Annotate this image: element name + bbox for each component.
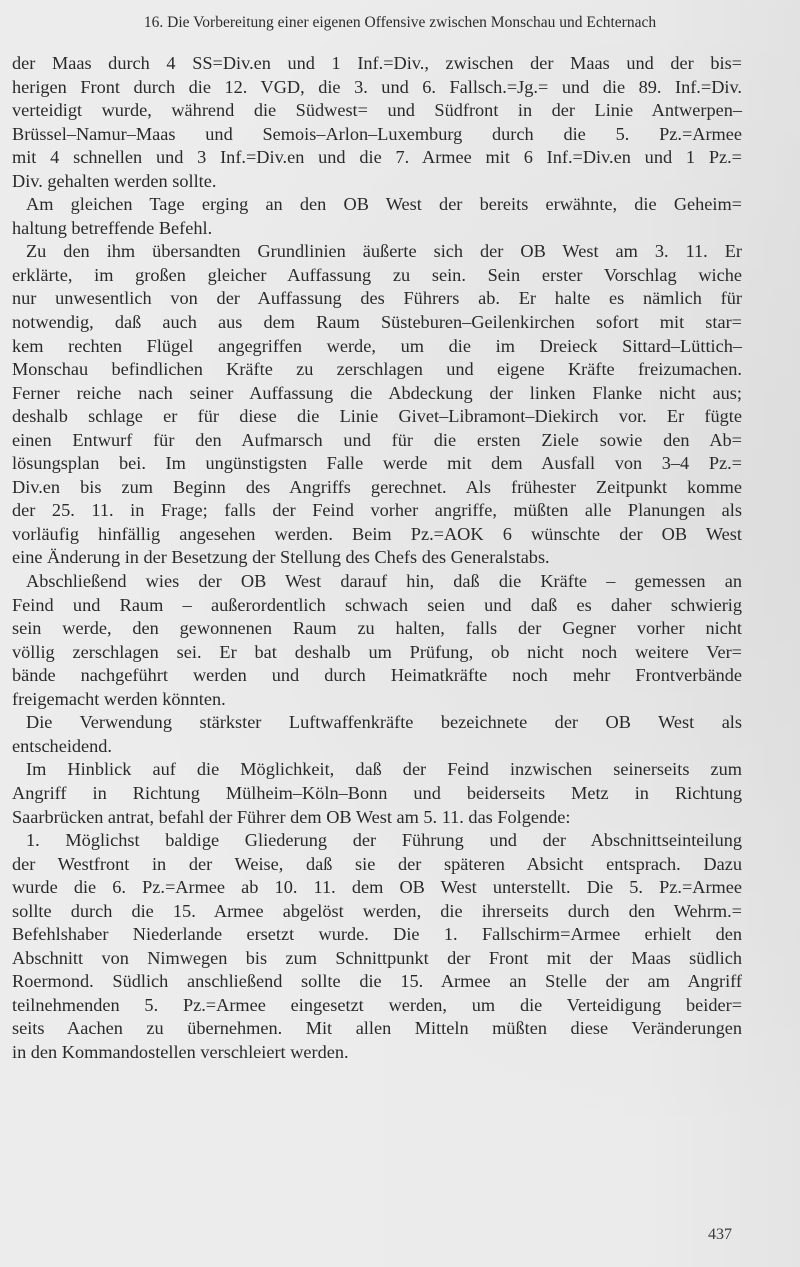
text-line: sollte durch die 15. Armee abgelöst werden, die ihrerseits durch den Wehrm.= (12, 900, 742, 921)
text-line: seits Aachen zu übernehmen. Mit allen Mitteln müßten diese Veränderungen (12, 1018, 742, 1039)
text-line: mit 4 schnellen und 3 Inf.=Div.en und die 7. Armee mit 6 Inf.=Div.en und 1 Pz.= (12, 147, 742, 168)
page-number: 437 (708, 1226, 732, 1243)
text-line: der Westfront in der Weise, daß sie der späteren Absicht entsprach. Dazu (12, 853, 742, 874)
paragraph (12, 193, 742, 240)
text-line: bände nachgeführt werden und durch Heimatkräfte noch mehr Frontverbände (12, 665, 742, 686)
text-line: Ferner reiche nach seiner Auffassung die Abdeckung der linken Flanke nicht aus; (12, 382, 742, 403)
text-line: Befehlshaber Niederlande ersetzt wurde. Die 1. Fallschirm=Armee erhielt den (12, 924, 742, 945)
text-line: 1. Möglichst baldige Gliederung der Führung und der Abschnittseinteilung (26, 830, 742, 851)
text-line: nur unwesentlich von der Auffassung des Führers ab. Er halte es nämlich für (12, 288, 742, 309)
text-line: Am gleichen Tage erging an den OB West der bereits erwähnte, die Geheim= (26, 194, 742, 215)
text-line: notwendig, daß auch aus dem Raum Süsteburen–Geilenkirchen sofort mit star= (12, 312, 742, 333)
text-line: erklärte, im großen gleicher Auffassung zu sein. Sein erster Vorschlag wiche (12, 264, 742, 285)
text-line: der Maas durch 4 SS=Div.en und 1 Inf.=Div., zwischen der Maas und der bis= (12, 53, 742, 73)
text-line: völlig zerschlagen sei. Er bat deshalb um Prüfung, ob nicht noch weitere Ver= (12, 641, 742, 662)
text-line: Zu den ihm übersandten Grundlinien äußerte sich der OB West am 3. 11. Er (26, 241, 742, 262)
text-line: teilnehmenden 5. Pz.=Armee eingesetzt werden, um die Verteidigung beider= (12, 994, 742, 1015)
paragraph (12, 570, 742, 711)
text-line: Div. gehalten werden sollte. (12, 170, 217, 191)
text-line: kem rechten Flügel angegriffen werde, um die im Dreieck Sittard–Lüttich– (12, 335, 742, 356)
text-line: eine Änderung in der Besetzung der Stellung des Chefs des Generalstabs. (12, 547, 550, 568)
text-line: verteidigt wurde, während die Südwest= und Südfront in der Linie Antwerpen– (12, 100, 742, 121)
text-line: freigemacht werden könnten. (12, 688, 226, 709)
text-line: Div.en bis zum Beginn des Angriffs gerechnet. Als frühester Zeitpunkt komme (12, 476, 742, 497)
text-line: einen Entwurf für den Aufmarsch und für die ersten Ziele sowie den Ab= (12, 429, 742, 450)
text-line: der 25. 11. in Frage; falls der Feind vorher angriffe, müßten alle Planungen als (12, 500, 742, 521)
paragraph (12, 711, 742, 758)
paragraph (12, 52, 742, 193)
text-line: Im Hinblick auf die Möglichkeit, daß der Feind inzwischen seinerseits zum (26, 759, 742, 780)
text-line: Brüssel–Namur–Maas und Semois–Arlon–Luxemburg durch die 5. Pz.=Armee (12, 123, 742, 144)
text-line: in den Kommandostellen verschleiert werden. (12, 1041, 349, 1062)
text-line: vorläufig hinfällig angesehen werden. Beim Pz.=AOK 6 wünschte der OB West (12, 523, 742, 544)
text-line: Abschnitt von Nimwegen bis zum Schnittpunkt der Front mit der Maas südlich (12, 947, 742, 968)
text-line: wurde die 6. Pz.=Armee ab 10. 11. dem OB West unterstellt. Die 5. Pz.=Armee (12, 877, 742, 898)
text-line: Saarbrücken antrat, befahl der Führer dem OB West am 5. 11. das Folgende: (12, 806, 571, 827)
text-line: deshalb schlage er für diese die Linie Givet–Libramont–Diekirch vor. Er fügte (12, 406, 742, 427)
text-line: entscheidend. (12, 735, 113, 756)
paragraph (12, 758, 742, 829)
text-line: Angriff in Richtung Mülheim–Köln–Bonn und beiderseits Metz in Richtung (12, 782, 742, 803)
text-line: Abschließend wies der OB West darauf hin, daß die Kräfte – gemessen an (26, 571, 742, 592)
text-line: Feind und Raum – außerordentlich schwach seien und daß es daher schwierig (12, 594, 742, 615)
text-line: Monschau befindlichen Kräfte zu zerschlagen und eigene Kräfte freizumachen. (12, 359, 742, 380)
text-line: Roermond. Südlich anschließend sollte die 15. Armee an Stelle der am Angriff (12, 971, 742, 992)
text-line: Die Verwendung stärkster Luftwaffenkräfte bezeichnete der OB West als (26, 712, 742, 733)
paragraph (12, 829, 742, 1064)
running-head: 16. Die Vorbereitung einer eigenen Offensive zwischen Monschau und Echternach (143, 14, 657, 31)
text-line: sein werde, den gewonnenen Raum zu halten, falls der Gegner vorher nicht (12, 618, 742, 639)
paragraph (12, 240, 742, 570)
text-line: herigen Front durch die 12. VGD, die 3. und 6. Fallsch.=Jg.= und die 89. Inf.=Div. (12, 76, 742, 97)
text-line: haltung betreffende Befehl. (12, 217, 213, 238)
text-line: lösungsplan bei. Im ungünstigsten Falle werde mit dem Ausfall von 3–4 Pz.= (12, 453, 742, 474)
body-text (12, 52, 742, 1065)
